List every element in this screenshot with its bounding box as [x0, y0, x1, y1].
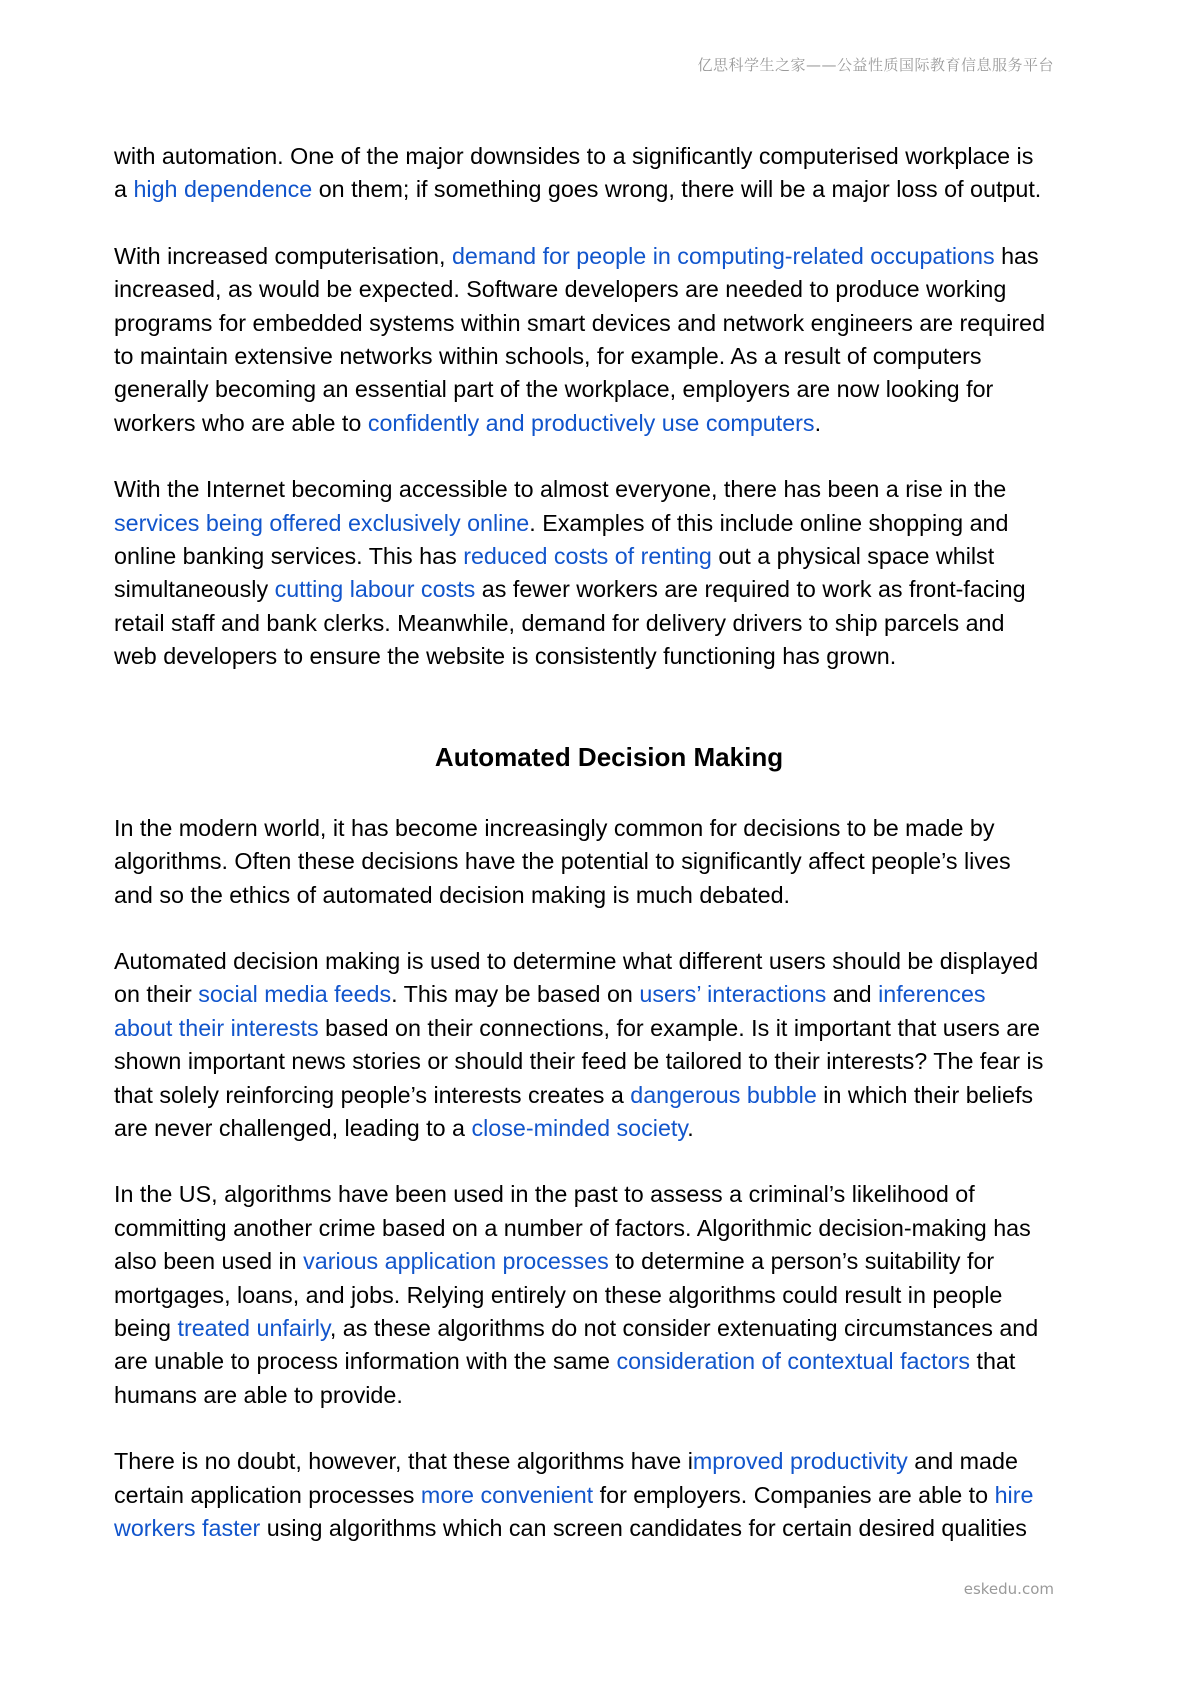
text: simultaneously: [114, 576, 275, 603]
link-reduced-costs[interactable]: reduced costs of renting: [463, 543, 712, 570]
text: committing another crime based on a number of factors. Algorithmic decision-making has: [114, 1214, 1031, 1241]
paragraph-modern-world: [114, 812, 1104, 912]
text: a: [114, 176, 134, 203]
link-hire-workers[interactable]: hire: [994, 1481, 1034, 1508]
link-inferences-cont[interactable]: about their interests: [114, 1014, 319, 1041]
text: .: [687, 1114, 694, 1141]
link-online-services[interactable]: services being offered exclusively online: [114, 509, 530, 536]
paragraph-us-algorithms: [114, 1178, 1104, 1412]
text: using algorithms which can screen candidates for certain desired qualities: [260, 1515, 1027, 1541]
text: .: [814, 409, 822, 436]
link-labour-costs[interactable]: cutting labour costs: [274, 576, 476, 603]
text: shown important news stories or should their feed be tailored to their interests? The fear is: [114, 1048, 1044, 1075]
text: . This may be based on: [391, 981, 640, 1008]
text: out a physical space whilst: [711, 543, 995, 570]
text: certain application processes: [114, 1481, 421, 1508]
text: to maintain extensive networks within schools, for example. As a result of computers: [114, 343, 982, 370]
text: In the US, algorithms have been used in the past to assess a criminal’s likelihood of: [114, 1181, 975, 1208]
link-treated-unfairly[interactable]: treated unfairly: [177, 1314, 330, 1341]
text: and made: [907, 1448, 1018, 1475]
text: as fewer workers are required to work as front-facing: [475, 576, 1026, 603]
text: that: [970, 1348, 1016, 1375]
text: also been used in: [114, 1248, 304, 1275]
link-users-interactions[interactable]: users’ interactions: [639, 981, 827, 1008]
paragraph-automation-downsides: [114, 140, 1104, 207]
link-more-convenient[interactable]: more convenient: [420, 1481, 594, 1508]
text: web developers to ensure the website is consistently functioning has grown.: [114, 643, 897, 670]
link-social-media-feeds[interactable]: social media feeds: [198, 981, 392, 1008]
link-use-computers[interactable]: confidently and productively use computers: [367, 409, 815, 436]
text: In the modern world, it has become increasingly common for decisions to be made by: [114, 814, 995, 841]
link-dangerous-bubble[interactable]: dangerous bubble: [630, 1081, 817, 1108]
link-computing-occupations[interactable]: demand for people in computing-related occupations: [451, 242, 995, 269]
text: online banking services. This has: [114, 543, 464, 570]
text: algorithms. Often these decisions have the potential to significantly affect people’s lives: [114, 848, 1011, 875]
document-body: [114, 140, 1104, 1578]
text: . Examples of this include online shopping and: [529, 509, 1009, 536]
text: workers who are able to: [114, 409, 368, 436]
link-close-minded-society[interactable]: close-minded society: [471, 1114, 688, 1141]
text: , as these algorithms do not consider extenuating circumstances and: [329, 1314, 1039, 1341]
text: for employers. Companies are able to: [593, 1481, 995, 1508]
text: being: [114, 1314, 178, 1341]
paragraph-productivity: [114, 1445, 1104, 1545]
text: With the Internet becoming accessible to almost everyone, there has been a rise in the: [114, 476, 1007, 503]
text: to determine a person’s suitability for: [608, 1248, 995, 1275]
text: and: [826, 981, 879, 1008]
link-contextual-factors[interactable]: consideration of contextual factors: [616, 1348, 970, 1375]
text: that solely reinforcing people’s interests creates a: [114, 1081, 631, 1108]
text: on their: [114, 981, 199, 1008]
text: increased, as would be expected. Software developers are needed to produce working: [114, 276, 1007, 303]
text: with automation. One of the major downsides to a significantly computerised workplace is: [114, 143, 1034, 169]
text: mortgages, loans, and jobs. Relying entirely on these algorithms could result in people: [114, 1281, 1003, 1308]
text: in which their beliefs: [816, 1081, 1034, 1108]
site-footer: eskedu.com: [963, 1580, 1054, 1598]
text: and so the ethics of automated decision making is much debated.: [114, 881, 791, 908]
link-application-processes[interactable]: various application processes: [303, 1248, 609, 1275]
text: programs for embedded systems within smart devices and network engineers are required: [114, 309, 1046, 336]
text: With increased computerisation,: [114, 242, 452, 269]
link-inferences[interactable]: inferences: [878, 981, 986, 1008]
text: retail staff and bank clerks. Meanwhile, demand for delivery drivers to ship parcels and: [114, 609, 1005, 636]
paragraph-computerisation-demand: [114, 240, 1104, 440]
link-high-dependence[interactable]: high dependence: [133, 176, 313, 203]
site-header: 亿思科学生之家——公益性质国际教育信息服务平台: [697, 56, 1054, 74]
text: are never challenged, leading to a: [114, 1114, 472, 1141]
link-hire-workers-cont[interactable]: workers faster: [114, 1515, 261, 1541]
text: generally becoming an essential part of the workplace, employers are now looking for: [114, 376, 994, 403]
text: on them; if something goes wrong, there will be a major loss of output.: [312, 176, 1042, 203]
text: has: [994, 242, 1039, 269]
text: There is no doubt, however, that these algorithms have i: [114, 1448, 693, 1475]
text: humans are able to provide.: [114, 1381, 403, 1408]
text: are unable to process information with the same: [114, 1348, 617, 1375]
section-heading: Automated Decision Making: [434, 741, 784, 772]
text: based on their connections, for example. Is it important that users are: [318, 1014, 1040, 1041]
text: Automated decision making is used to determine what different users should be displayed: [114, 947, 1039, 974]
link-improved-productivity[interactable]: mproved productivity: [692, 1448, 908, 1475]
paragraph-online-services: [114, 473, 1104, 673]
paragraph-social-media: [114, 945, 1104, 1145]
